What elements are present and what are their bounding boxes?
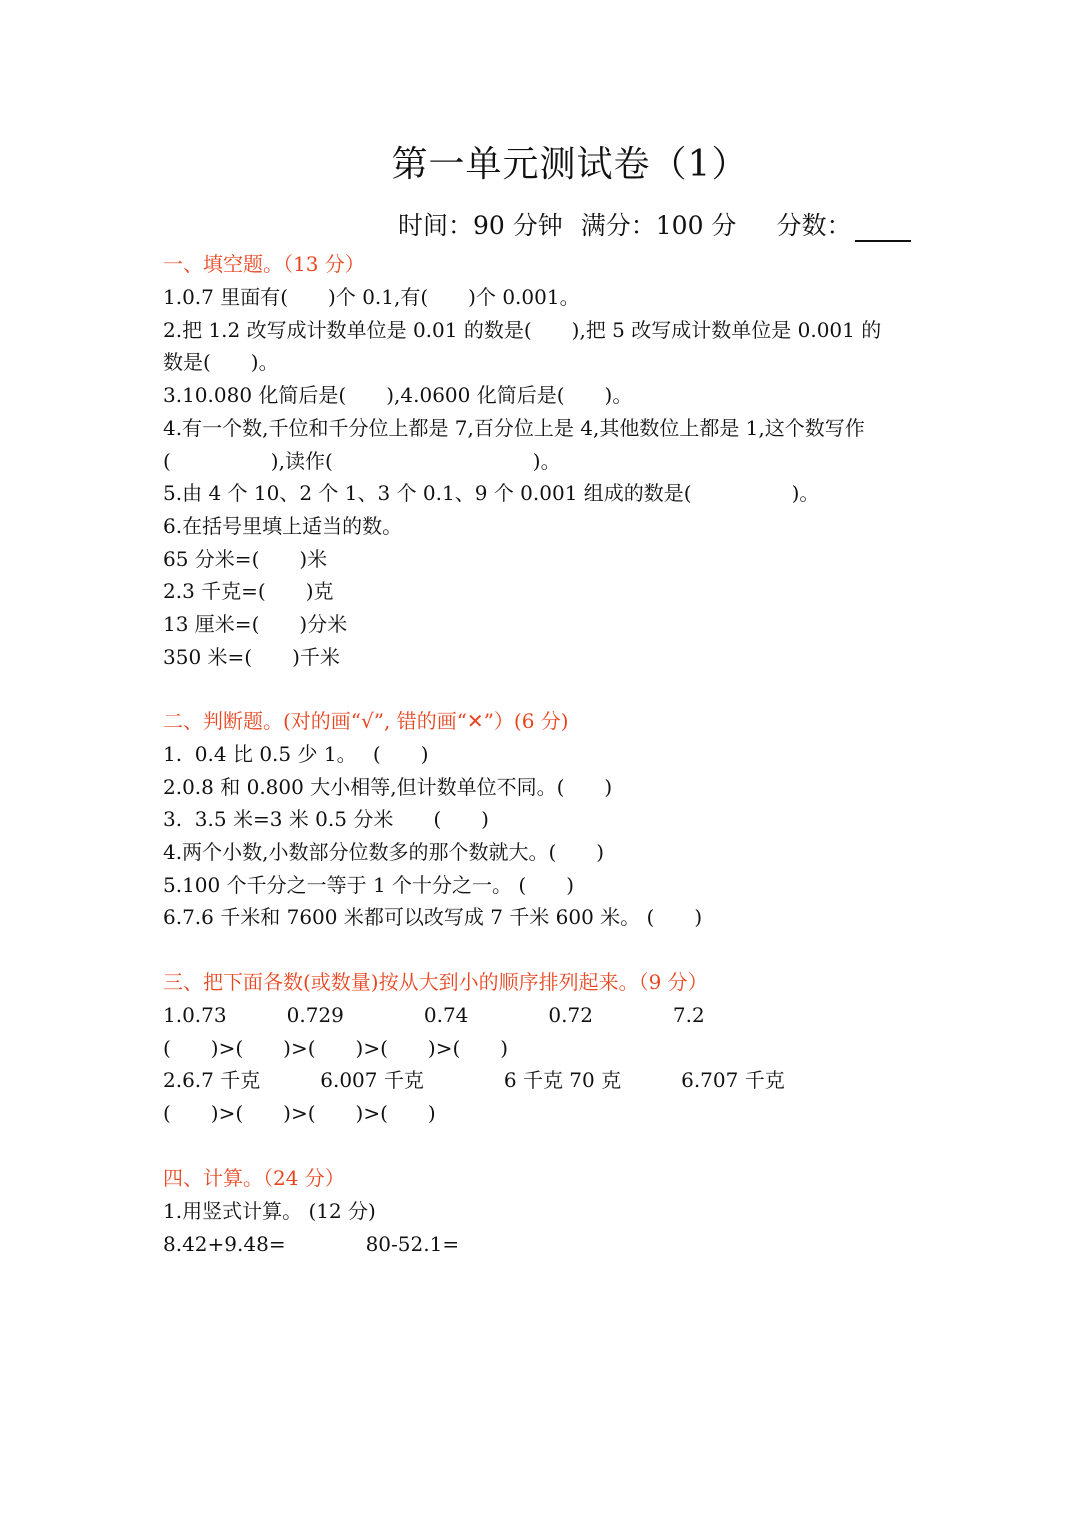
question-line: 65 分米=( )米 [163,547,328,571]
question-line: 8.42+9.48= 80-52.1= [163,1232,460,1256]
question-line: ( ),读作( )。 [163,449,561,473]
question-line: 2.把 1.2 改写成计数单位是 0.01 的数是( ),把 5 改写成计数单位是 0.001 的 [163,318,882,342]
question-line: 5.100 个千分之一等于 1 个十分之一。 ( ) [163,873,575,897]
question-line: 1.0.7 里面有( )个 0.1,有( )个 0.001。 [163,285,580,309]
section-heading-calculation: 四、计算。（24 分） [163,1166,345,1190]
score-blank[interactable] [855,214,911,242]
exam-meta [398,206,911,242]
section-heading-fill-in: 一、填空题。（13 分） [163,252,365,276]
question-line: 1.用竖式计算。 (12 分) [163,1199,376,1223]
question-line: 1.0.73 0.729 0.74 0.72 7.2 [163,1003,705,1027]
question-line: 3. 3.5 米=3 米 0.5 分米 ( ) [163,807,489,831]
question-line: 1. 0.4 比 0.5 少 1。 ( ) [163,742,429,766]
question-line: 数是( )。 [163,350,279,374]
question-line: 6.在括号里填上适当的数。 [163,514,403,538]
question-line: 6.7.6 千米和 7600 米都可以改写成 7 千米 600 米。 ( ) [163,905,703,929]
page-title: 第一单元测试卷（1） [391,144,749,185]
time-limit: 时间：90 分钟 [398,211,563,240]
answer-line: ( )>( )>( )>( )>( ) [163,1036,509,1060]
question-line: 5.由 4 个 10、2 个 1、3 个 0.1、9 个 0.001 组成的数是( )。 [163,481,820,505]
section-heading-ordering: 三、把下面各数(或数量)按从大到小的顺序排列起来。（9 分） [163,970,708,994]
question-line: 350 米=( )千米 [163,645,340,669]
question-line: 4.有一个数,千位和千分位上都是 7,百分位上是 4,其他数位上都是 1,这个数写作 [163,416,865,440]
full-score: 满分：100 分 [580,211,737,240]
section-heading-true-false: 二、判断题。(对的画“√”, 错的画“✕”）(6 分) [163,709,569,733]
question-line: 2.6.7 千克 6.007 千克 6 千克 70 克 6.707 千克 [163,1068,785,1092]
question-line: 4.两个小数,小数部分位数多的那个数就大。( ) [163,840,605,864]
score-label: 分数： [776,211,852,240]
question-line: 2.3 千克=( )克 [163,579,334,603]
answer-line: ( )>( )>( )>( ) [163,1101,436,1125]
question-line: 2.0.8 和 0.800 大小相等,但计数单位不同。( ) [163,775,613,799]
question-line: 13 厘米=( )分米 [163,612,348,636]
question-line: 3.10.080 化简后是( ),4.0600 化简后是( )。 [163,383,633,407]
